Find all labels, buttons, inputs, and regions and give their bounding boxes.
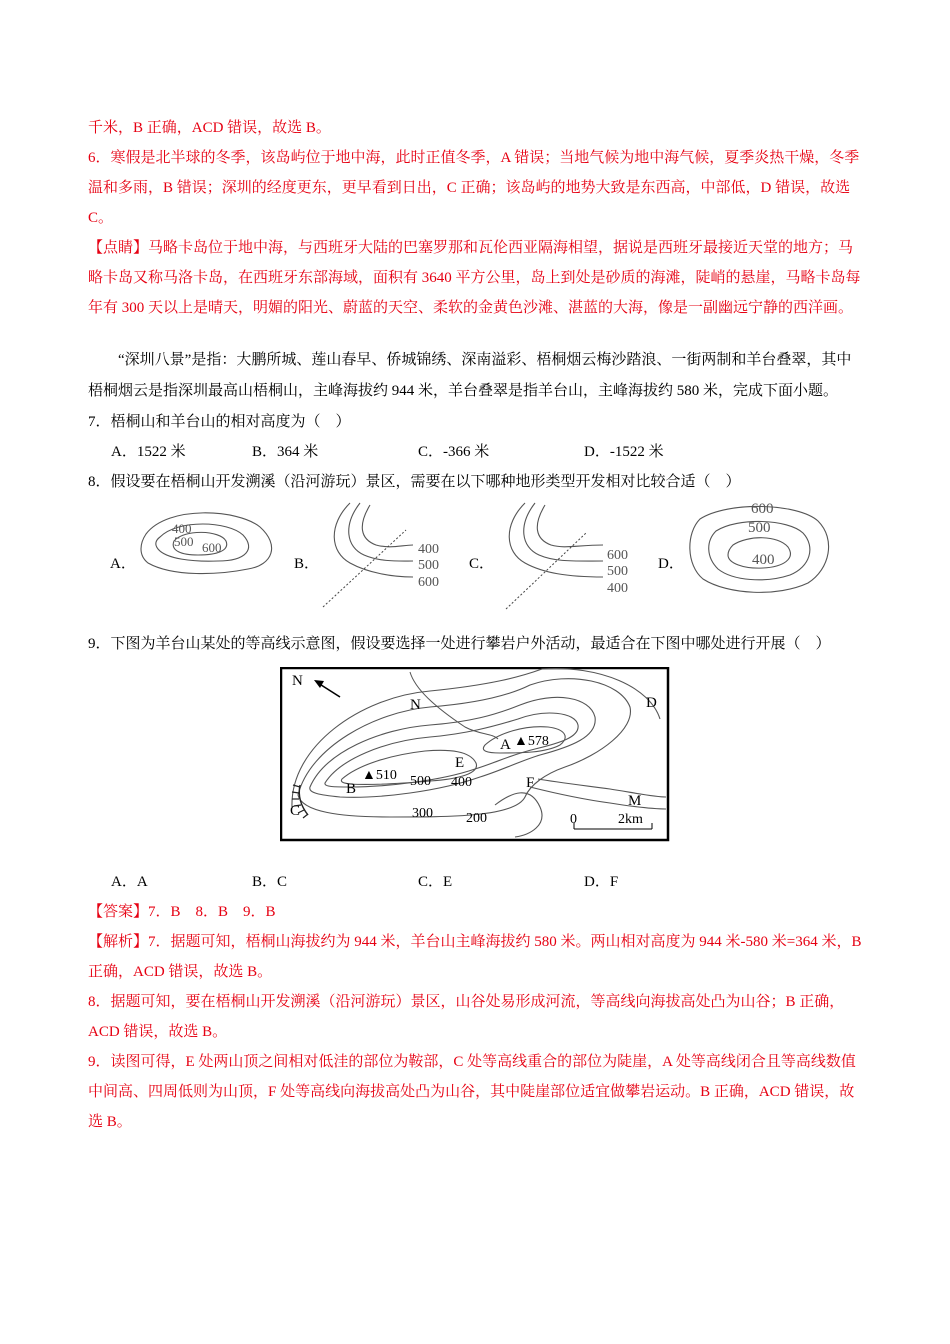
fig-label-b: B． bbox=[294, 556, 320, 572]
reading-passage: “深圳八景”是指：大鹏所城、莲山春早、侨城锦绣、深南溢彩、梧桐烟云梅沙踏浪、一街两制和羊台叠翠，其中梧桐烟云是指深圳最高山梧桐山，主峰海拔约 944 米，羊台叠翠是指羊台山，主峰海拔约 580 米，完成下面小题。 bbox=[88, 352, 852, 399]
map-label-m: M bbox=[628, 793, 642, 809]
q7-option-b: B．364 米 bbox=[252, 444, 319, 460]
map-label-b: B bbox=[346, 781, 357, 797]
prev-answer-tail: 千米，B 正确，ACD 错误，故选 B。 bbox=[88, 120, 331, 136]
scale-label-0: 0 bbox=[570, 812, 577, 827]
map-peak-578: ▲578 bbox=[514, 734, 549, 749]
q9-stem: 9．下图为羊台山某处的等高线示意图，假设要选择一处进行攀岩户外活动，最适合在下图中哪处进行开展（ ） bbox=[88, 636, 831, 652]
scale-label-2km: 2km bbox=[618, 812, 643, 827]
q9-option-c: C．E bbox=[418, 874, 453, 890]
fig-label-c: C． bbox=[469, 556, 495, 572]
map-label-n: N bbox=[410, 697, 421, 713]
q9-contour-map bbox=[88, 667, 863, 865]
q9-option-a: A．A bbox=[111, 874, 148, 890]
fig-b-400: 400 bbox=[418, 542, 439, 557]
map-label-e: E bbox=[455, 755, 465, 771]
q7-stem: 7．梧桐山和羊台山的相对高度为（ ） bbox=[88, 414, 351, 430]
page-content bbox=[88, 113, 863, 1137]
fig-label-d: D． bbox=[658, 556, 684, 572]
q7-option-c: C．-366 米 bbox=[418, 444, 490, 460]
answer-line: 【答案】7．B 8．B 9．B bbox=[88, 904, 276, 920]
fig-d-400: 400 bbox=[752, 552, 775, 568]
fig-a-400: 400 bbox=[172, 521, 192, 536]
map-label-a: A bbox=[500, 737, 511, 753]
analysis-q8: 8．据题可知，要在梧桐山开发溯溪（沿河游玩）景区，山谷处易形成河流，等高线向海拔高处凸为山谷；B 正确，ACD 错误，故选 B。 bbox=[88, 994, 845, 1040]
q7-option-a: A．1522 米 bbox=[111, 444, 186, 460]
map-contour-400: 400 bbox=[451, 775, 472, 790]
q9-option-b: B．C bbox=[252, 874, 288, 890]
fig-c-400: 400 bbox=[607, 581, 628, 596]
q6-explanation: 6．寒假是北半球的冬季，该岛屿位于地中海，此时正值冬季，A 错误；当地气候为地中海气候，夏季炎热干燥，冬季温和多雨，B 错误；深圳的经度更东，更早看到日出，C 正确；该岛屿的地势大致是东西高，中部低，D 错误，故选 C。 bbox=[88, 150, 860, 226]
map-peak-510: ▲510 bbox=[362, 768, 397, 783]
fig-c-500: 500 bbox=[607, 564, 628, 579]
fig-b-600: 600 bbox=[418, 575, 439, 590]
map-contour-500: 500 bbox=[410, 774, 431, 789]
map-label-north: N bbox=[292, 673, 303, 689]
map-label-d: D bbox=[646, 695, 657, 711]
fig-d-600: 600 bbox=[751, 501, 774, 517]
fig-a-600: 600 bbox=[202, 540, 222, 555]
q9-options bbox=[88, 867, 863, 897]
q8-stem: 8．假设要在梧桐山开发溯溪（沿河游玩）景区，需要在以下哪种地形类型开发相对比较合适（ ） bbox=[88, 474, 741, 490]
fig-d-500: 500 bbox=[748, 520, 771, 536]
contour-figure-c bbox=[509, 503, 603, 577]
map-contour-300: 300 bbox=[412, 806, 433, 821]
contour-figure-b bbox=[334, 503, 413, 577]
analysis-q7: 【解析】7．据题可知，梧桐山海拔约为 944 米，羊台山主峰海拔约 580 米。两山相对高度为 944 米-580 米=364 米，B 正确，ACD 错误，故选 B。 bbox=[88, 934, 862, 980]
fig-a-500: 500 bbox=[174, 534, 194, 549]
analysis-q9: 9．读图可得，E 处两山顶之间相对低洼的部位为鞍部，C 处等高线重合的部位为陡崖，A 处等高线闭合且等高线数值中间高、四周低则为山顶，F 处等高线向海拔高处凸为山谷，其中陡崖部位适宜做攀岩运动。B 正确，ACD 错误，故选 B。 bbox=[88, 1054, 856, 1130]
fig-b-cut-line bbox=[323, 530, 406, 607]
fig-c-600: 600 bbox=[607, 548, 628, 563]
q7-option-d: D．-1522 米 bbox=[584, 444, 664, 460]
map-contour-200: 200 bbox=[466, 811, 487, 826]
fig-label-a: A． bbox=[110, 556, 136, 572]
map-label-c: C bbox=[290, 803, 301, 819]
map-label-f: F bbox=[526, 775, 535, 791]
fig-b-500: 500 bbox=[418, 558, 439, 573]
dianjing-note: 【点睛】马略卡岛位于地中海，与西班牙大陆的巴塞罗那和瓦伦西亚隔海相望，据说是西班牙最接近天堂的地方；马略卡岛又称马洛卡岛，在西班牙东部海域，面积有 3640 平方公里，岛上到处是砂质的海滩，陡峭的悬崖，马略卡岛每年有 300 天以上是晴天，明媚的阳光、蔚蓝的天空、柔软的金黄色沙滩、湛蓝的大海，像是一副幽远宁静的西洋画。 bbox=[88, 240, 861, 316]
q7-options bbox=[88, 437, 863, 467]
q9-option-d: D．F bbox=[584, 874, 619, 890]
q8-contour-figures bbox=[88, 497, 863, 629]
